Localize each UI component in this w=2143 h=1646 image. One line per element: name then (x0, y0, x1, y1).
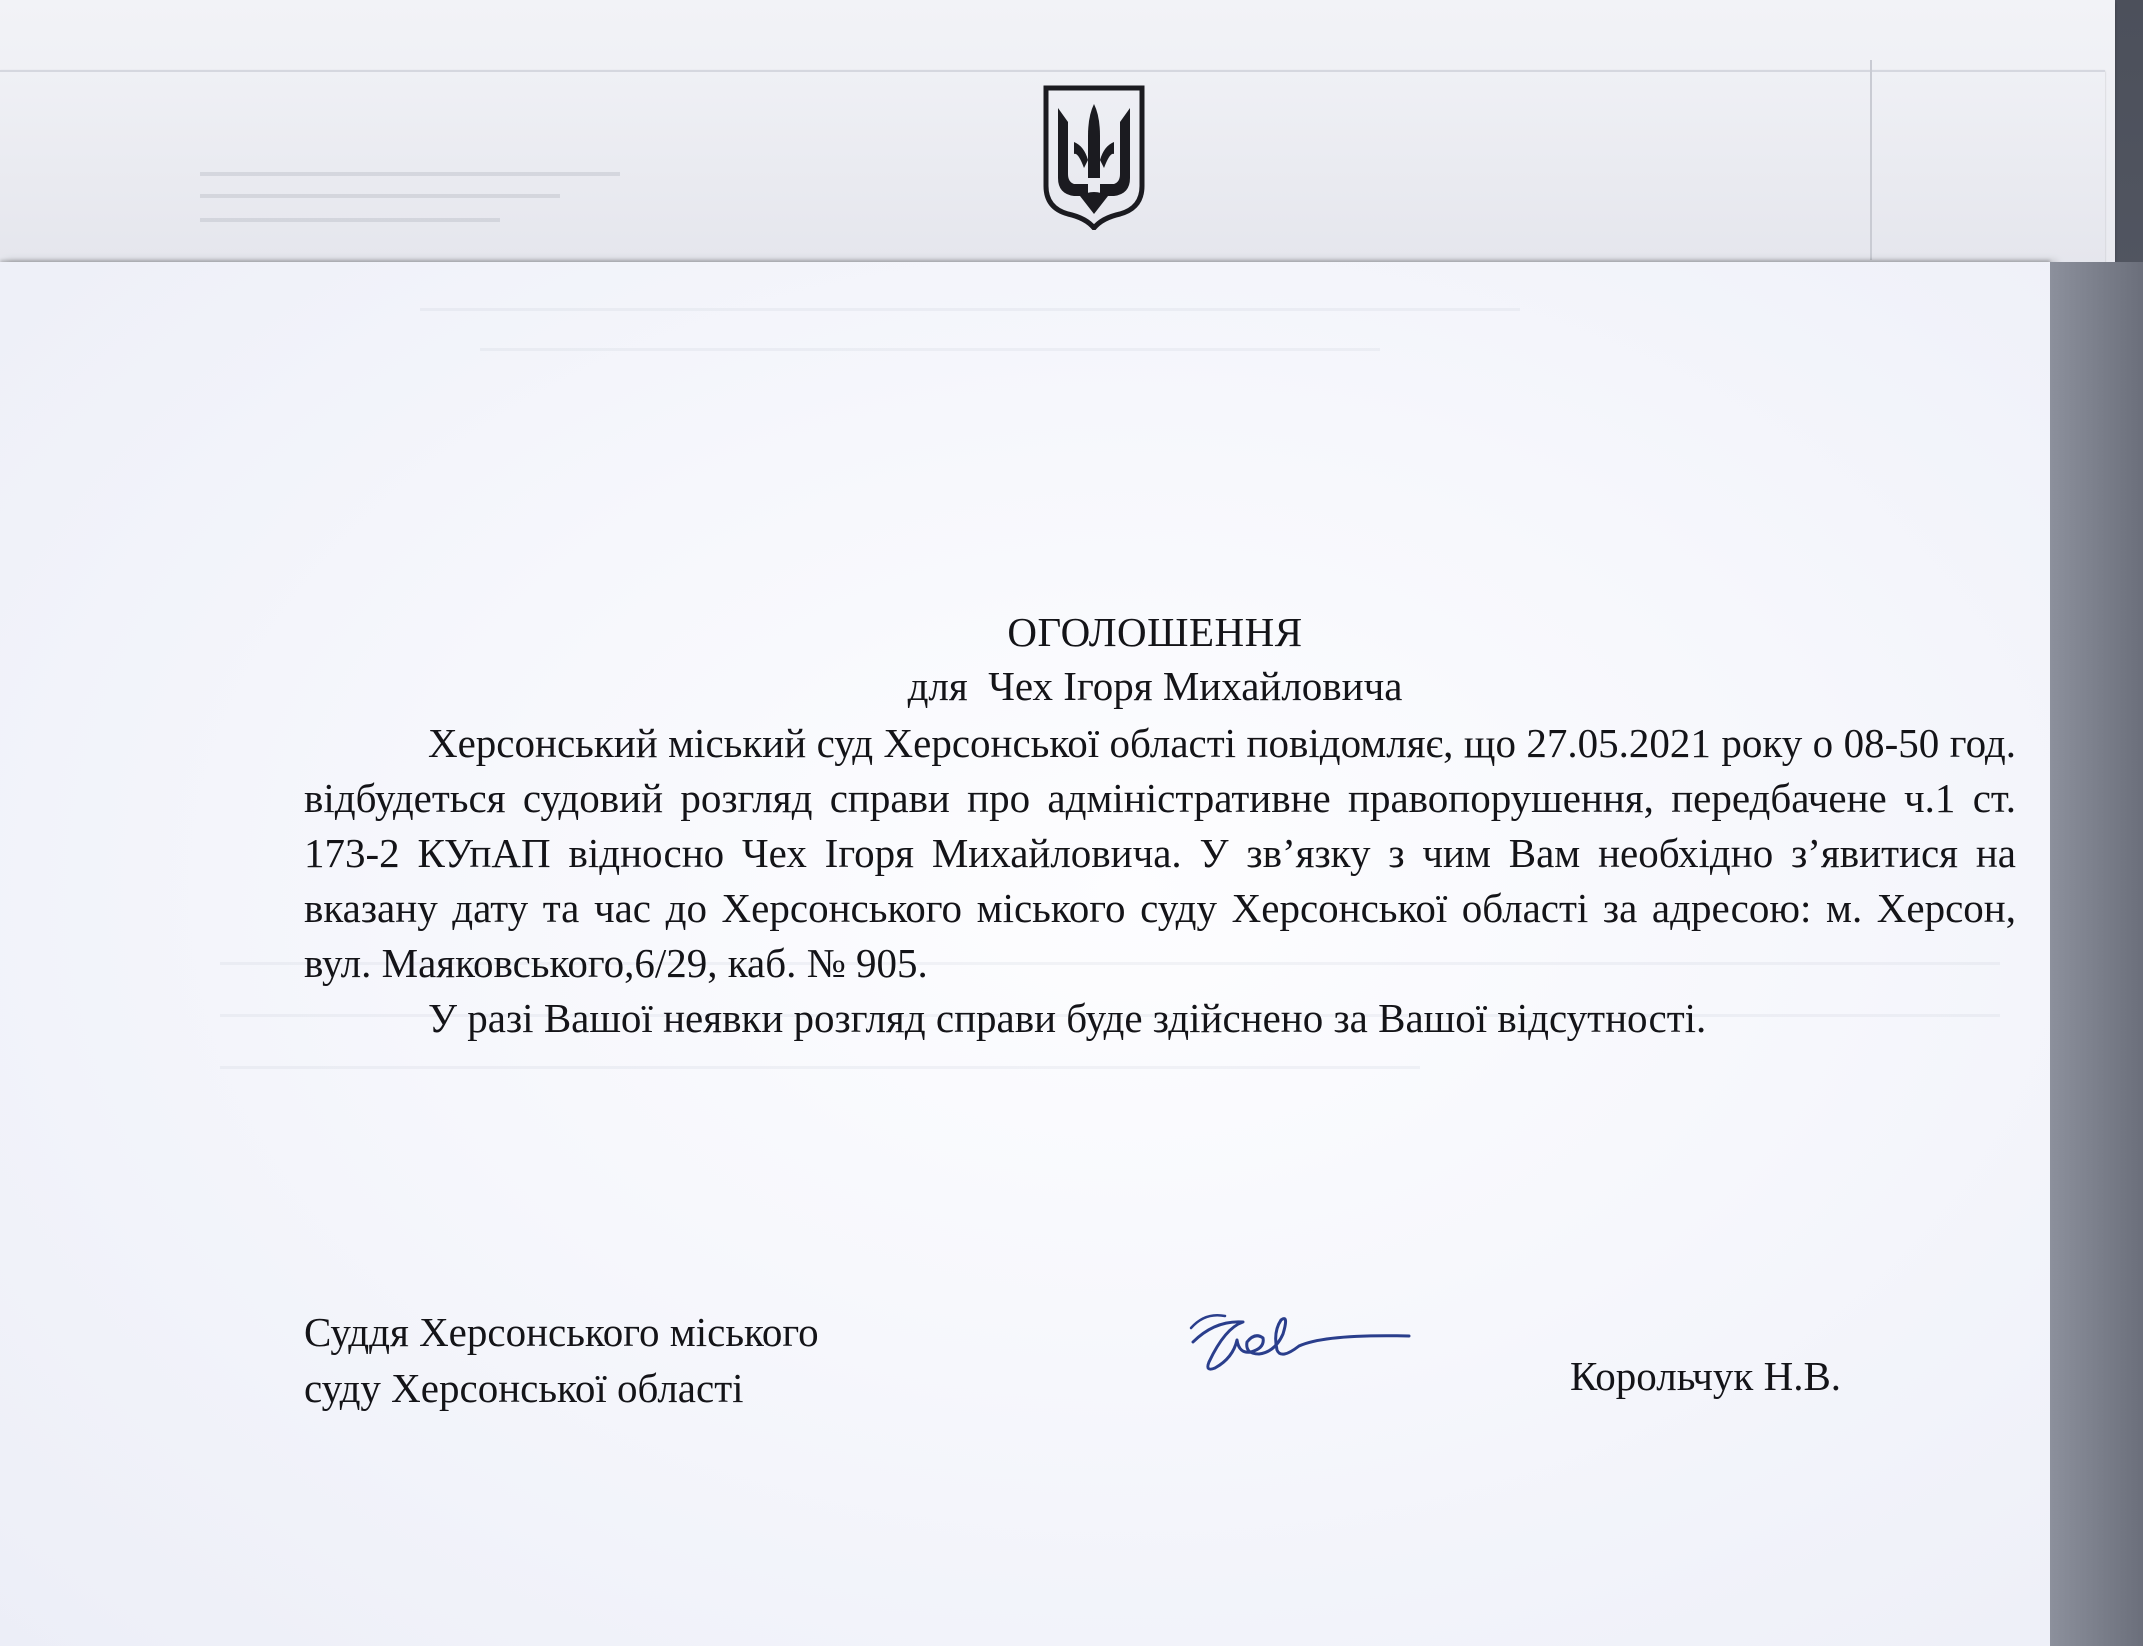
bleed-through-line (220, 1066, 1420, 1069)
back-sheet-fold (1870, 60, 1872, 260)
table-edge (2050, 262, 2143, 1646)
notice-addressee: для Чех Ігоря Михайловича (907, 663, 1403, 709)
notice-paragraph: У разі Вашої неявки розгляд справи буде здійснено за Вашої відсутності. (428, 995, 1707, 1041)
handwritten-signature (1185, 1298, 1415, 1378)
coat-of-arms-of-ukraine-icon (1040, 82, 1148, 230)
signatory-position-line: суду Херсонської області (304, 1365, 744, 1411)
back-sheet-ghost-line (200, 194, 560, 198)
back-sheet-ghost-line (200, 218, 500, 222)
signatory-position (304, 1304, 819, 1416)
signatory-position-line: Суддя Херсонського міського (304, 1309, 819, 1355)
back-sheet-ghost-line (200, 172, 620, 176)
signatory-name: Корольчук Н.В. (1570, 1353, 1842, 1399)
bleed-through-line (420, 308, 1520, 311)
notice-paragraph: Херсонський міський суд Херсонської області повідомляє, що 27.05.2021 року о 08-50 год. відбудеться судовий розгляд справи про адміністративне правопорушення, передбачене ч.1 ст. 173-2 КУпАП відносно Чех Ігоря Михайловича. У зв’язку з чим Вам необхідно з’явитися на вказану дату та час до Херсонського міського суду Херсонської області за адресою: м. Херсон, вул. Маяковського,6/29, каб. № 905. (304, 720, 2016, 986)
notice-body (304, 716, 2016, 1046)
notice-title: ОГОЛОШЕННЯ (1007, 609, 1303, 655)
bleed-through-line (480, 348, 1380, 351)
